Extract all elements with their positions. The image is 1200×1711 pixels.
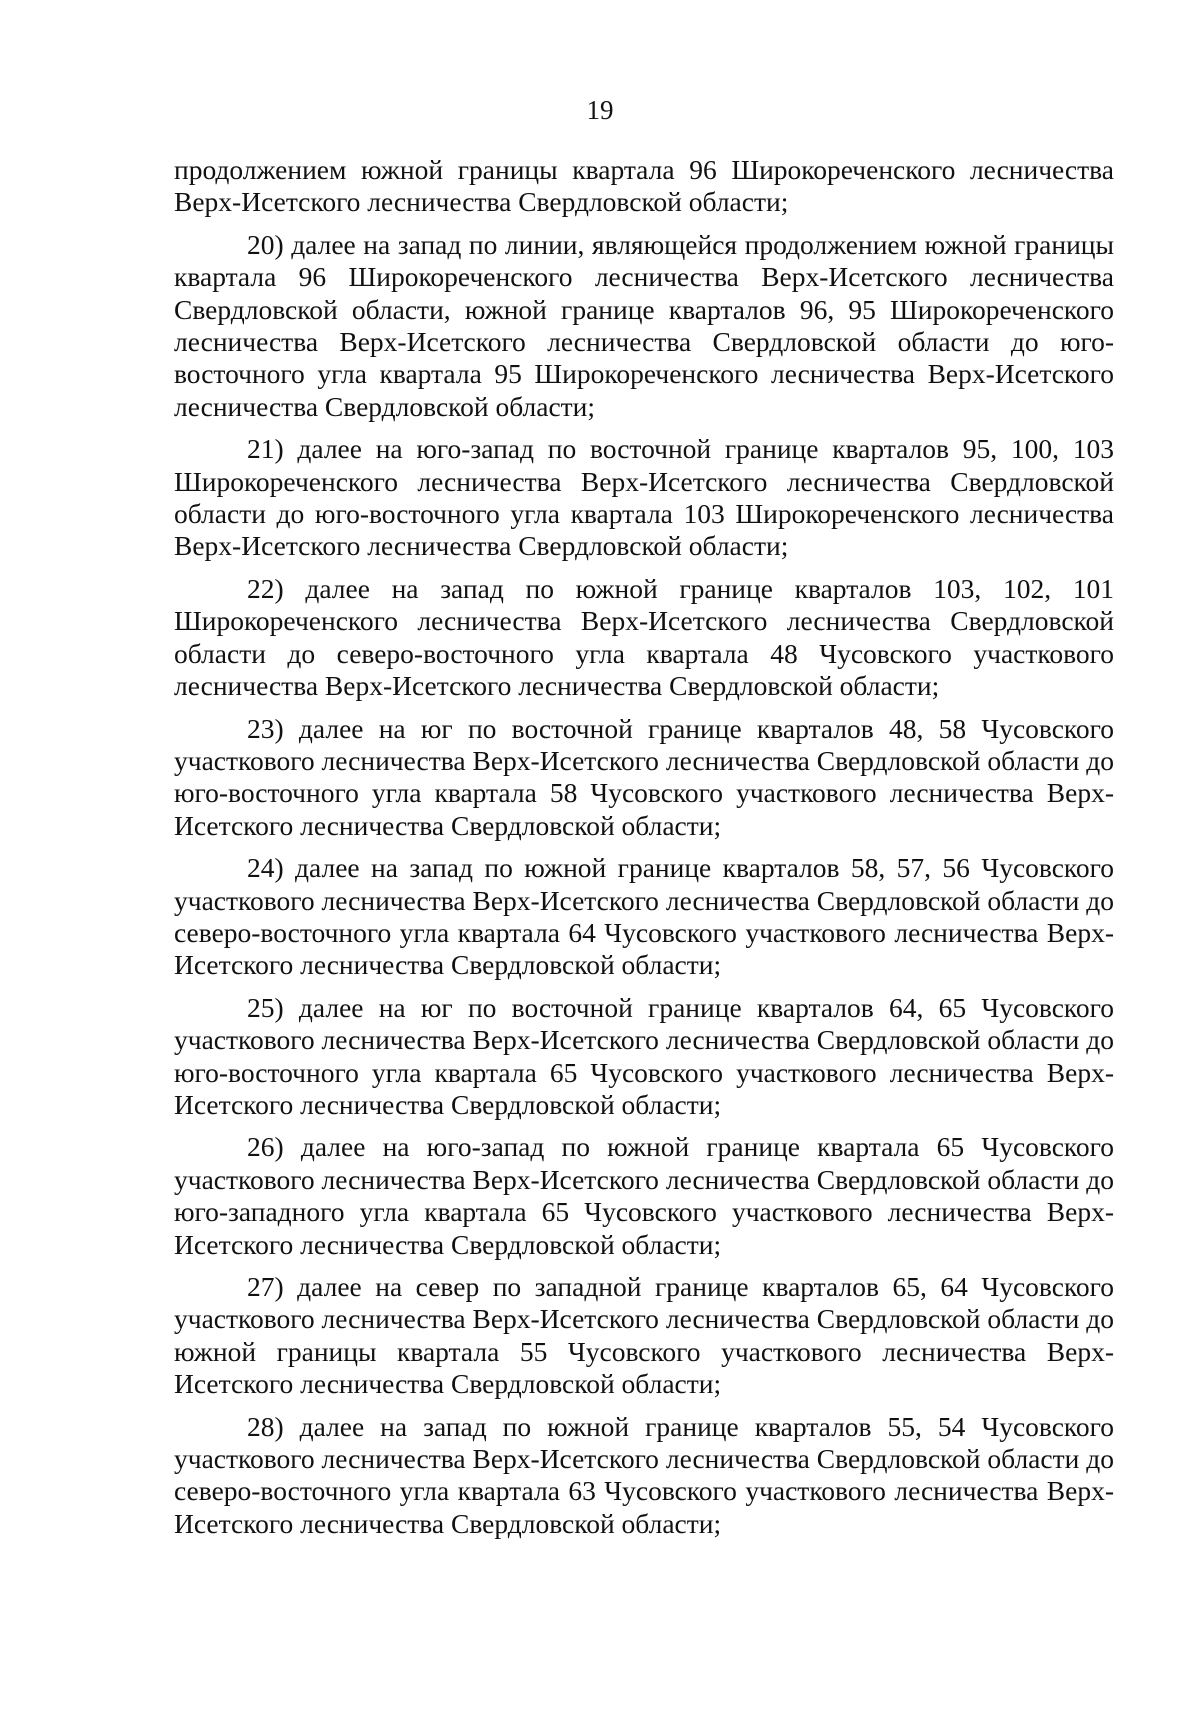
paragraph-item-21: 21) далее на юго-запад по восточной границе кварталов 95, 100, 103 Широкореченского лесничества Верх-Исетского лесничества Свердловской области до юго-восточного угла квартала 103 Широкореченского лесничества Верх-Исетского лесничества Свердловской области; [174,433,1114,562]
document-body [174,154,1114,1550]
page-number: 19 [586,95,614,125]
paragraph-item-24: 24) далее на запад по южной границе кварталов 58, 57, 56 Чусовского участкового лесничества Верх-Исетского лесничества Свердловской области до северо-восточного угла квартала 64 Чусовского участкового лесничества Верх-Исетского лесничества Свердловской области; [174,852,1114,981]
paragraph-item-25: 25) далее на юг по восточной границе кварталов 64, 65 Чусовского участкового лесничества Верх-Исетского лесничества Свердловской области до юго-восточного угла квартала 65 Чусовского участкового лесничества Верх-Исетского лесничества Свердловской области; [174,991,1114,1120]
paragraph-item-26: 26) далее на юго-запад по южной границе квартала 65 Чусовского участкового лесничества Верх-Исетского лесничества Свердловской области до юго-западного угла квартала 65 Чусовского участкового лесничества Верх-Исетского лесничества Свердловской области; [174,1131,1114,1260]
paragraph-item-23: 23) далее на юг по восточной границе кварталов 48, 58 Чусовского участкового лесничества Верх-Исетского лесничества Свердловской области до юго-восточного угла квартала 58 Чусовского участкового лесничества Верх-Исетского лесничества Свердловской области; [174,712,1114,841]
paragraph-continuation: продолжением южной границы квартала 96 Широкореченского лесничества Верх-Исетского лесничества Свердловской области; [174,154,1114,218]
paragraph-item-27: 27) далее на север по западной границе кварталов 65, 64 Чусовского участкового лесничества Верх-Исетского лесничества Свердловской области до южной границы квартала 55 Чусовского участкового лесничества Верх-Исетского лесничества Свердловской области; [174,1271,1114,1400]
paragraph-item-28: 28) далее на запад по южной границе кварталов 55, 54 Чусовского участкового лесничества Верх-Исетского лесничества Свердловской области до северо-восточного угла квартала 63 Чусовского участкового лесничества Верх-Исетского лесничества Свердловской области; [174,1410,1114,1539]
paragraph-item-20: 20) далее на запад по линии, являющейся продолжением южной границы квартала 96 Широкореченского лесничества Верх-Исетского лесничества Свердловской области, южной границе кварталов 96, 95 Широкореченского лесничества Верх-Исетского лесничества Свердловской области до юго-восточного угла квартала 95 Широкореченского лесничества Верх-Исетского лесничества Свердловской области; [174,228,1114,422]
paragraph-item-22: 22) далее на запад по южной границе кварталов 103, 102, 101 Широкореченского лесничества Верх-Исетского лесничества Свердловской области до северо-восточного угла квартала 48 Чусовского участкового лесничества Верх-Исетского лесничества Свердловской области; [174,572,1114,702]
